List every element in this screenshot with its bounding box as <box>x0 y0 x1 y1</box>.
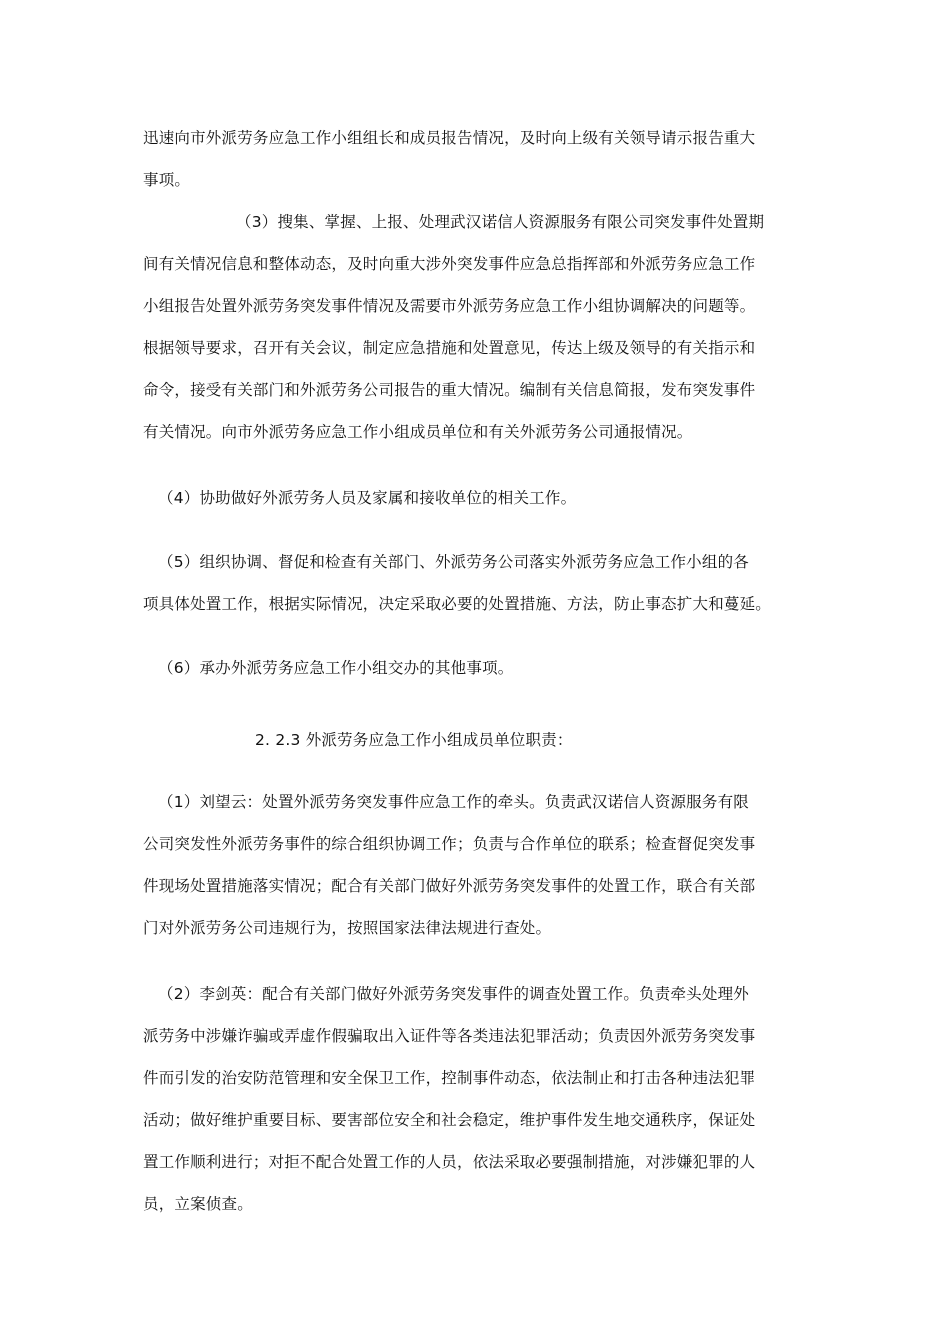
text-line: 项具体处置工作，根据实际情况，决定采取必要的处置措施、方法，防止事态扩大和蔓延。 <box>143 595 772 613</box>
text-line: 件而引发的治安防范管理和安全保卫工作，控制事件动态，依法制止和打击各种违法犯罪 <box>143 1069 756 1087</box>
text-line: 命令，接受有关部门和外派劳务公司报告的重大情况。编制有关信息简报，发布突发事件 <box>143 381 756 399</box>
text-line: 公司突发性外派劳务事件的综合组织协调工作；负责与合作单位的联系；检查督促突发事 <box>143 835 756 853</box>
text-line: 件现场处置措施落实情况；配合有关部门做好外派劳务突发事件的处置工作，联合有关部 <box>143 877 756 895</box>
text-line: 派劳务中涉嫌诈骗或弄虚作假骗取出入证件等各类违法犯罪活动；负责因外派劳务突发事 <box>143 1027 756 1045</box>
text-line: 置工作顺利进行；对拒不配合处置工作的人员，依法采取必要强制措施，对涉嫌犯罪的人 <box>143 1153 756 1171</box>
text-line: （1）刘望云：处置外派劳务突发事件应急工作的牵头。负责武汉诺信人资源服务有限 <box>158 793 749 811</box>
text-line: 迅速向市外派劳务应急工作小组组长和成员报告情况，及时向上级有关领导请示报告重大 <box>143 129 756 147</box>
text-line: 根据领导要求，召开有关会议，制定应急措施和处置意见，传达上级及领导的有关指示和 <box>143 339 756 357</box>
text-line: 门对外派劳务公司违规行为，按照国家法律法规进行查处。 <box>143 919 552 937</box>
text-line: （5）组织协调、督促和检查有关部门、外派劳务公司落实外派劳务应急工作小组的各 <box>158 553 749 571</box>
text-line: 员，立案侦查。 <box>143 1195 253 1213</box>
text-line: 小组报告处置外派劳务突发事件情况及需要市外派劳务应急工作小组协调解决的问题等。 <box>143 297 756 315</box>
text-line: 事项。 <box>143 171 191 189</box>
text-line: （3）搜集、掌握、上报、处理武汉诺信人资源服务有限公司突发事件处置期 <box>236 213 765 231</box>
text-line: 活动；做好维护重要目标、要害部位安全和社会稳定，维护事件发生地交通秩序，保证处 <box>143 1111 756 1129</box>
text-line: 间有关情况信息和整体动态，及时向重大涉外突发事件应急总指挥部和外派劳务应急工作 <box>143 255 756 273</box>
text-line: 有关情况。向市外派劳务应急工作小组成员单位和有关外派劳务公司通报情况。 <box>143 423 693 441</box>
heading-text: 2. 2.3 外派劳务应急工作小组成员单位职责： <box>255 731 573 749</box>
text-line: （6）承办外派劳务应急工作小组交办的其他事项。 <box>158 659 514 677</box>
text-line: （4）协助做好外派劳务人员及家属和接收单位的相关工作。 <box>158 489 577 507</box>
text-line: （2）李剑英：配合有关部门做好外派劳务突发事件的调查处置工作。负责牵头处理外 <box>158 985 749 1003</box>
